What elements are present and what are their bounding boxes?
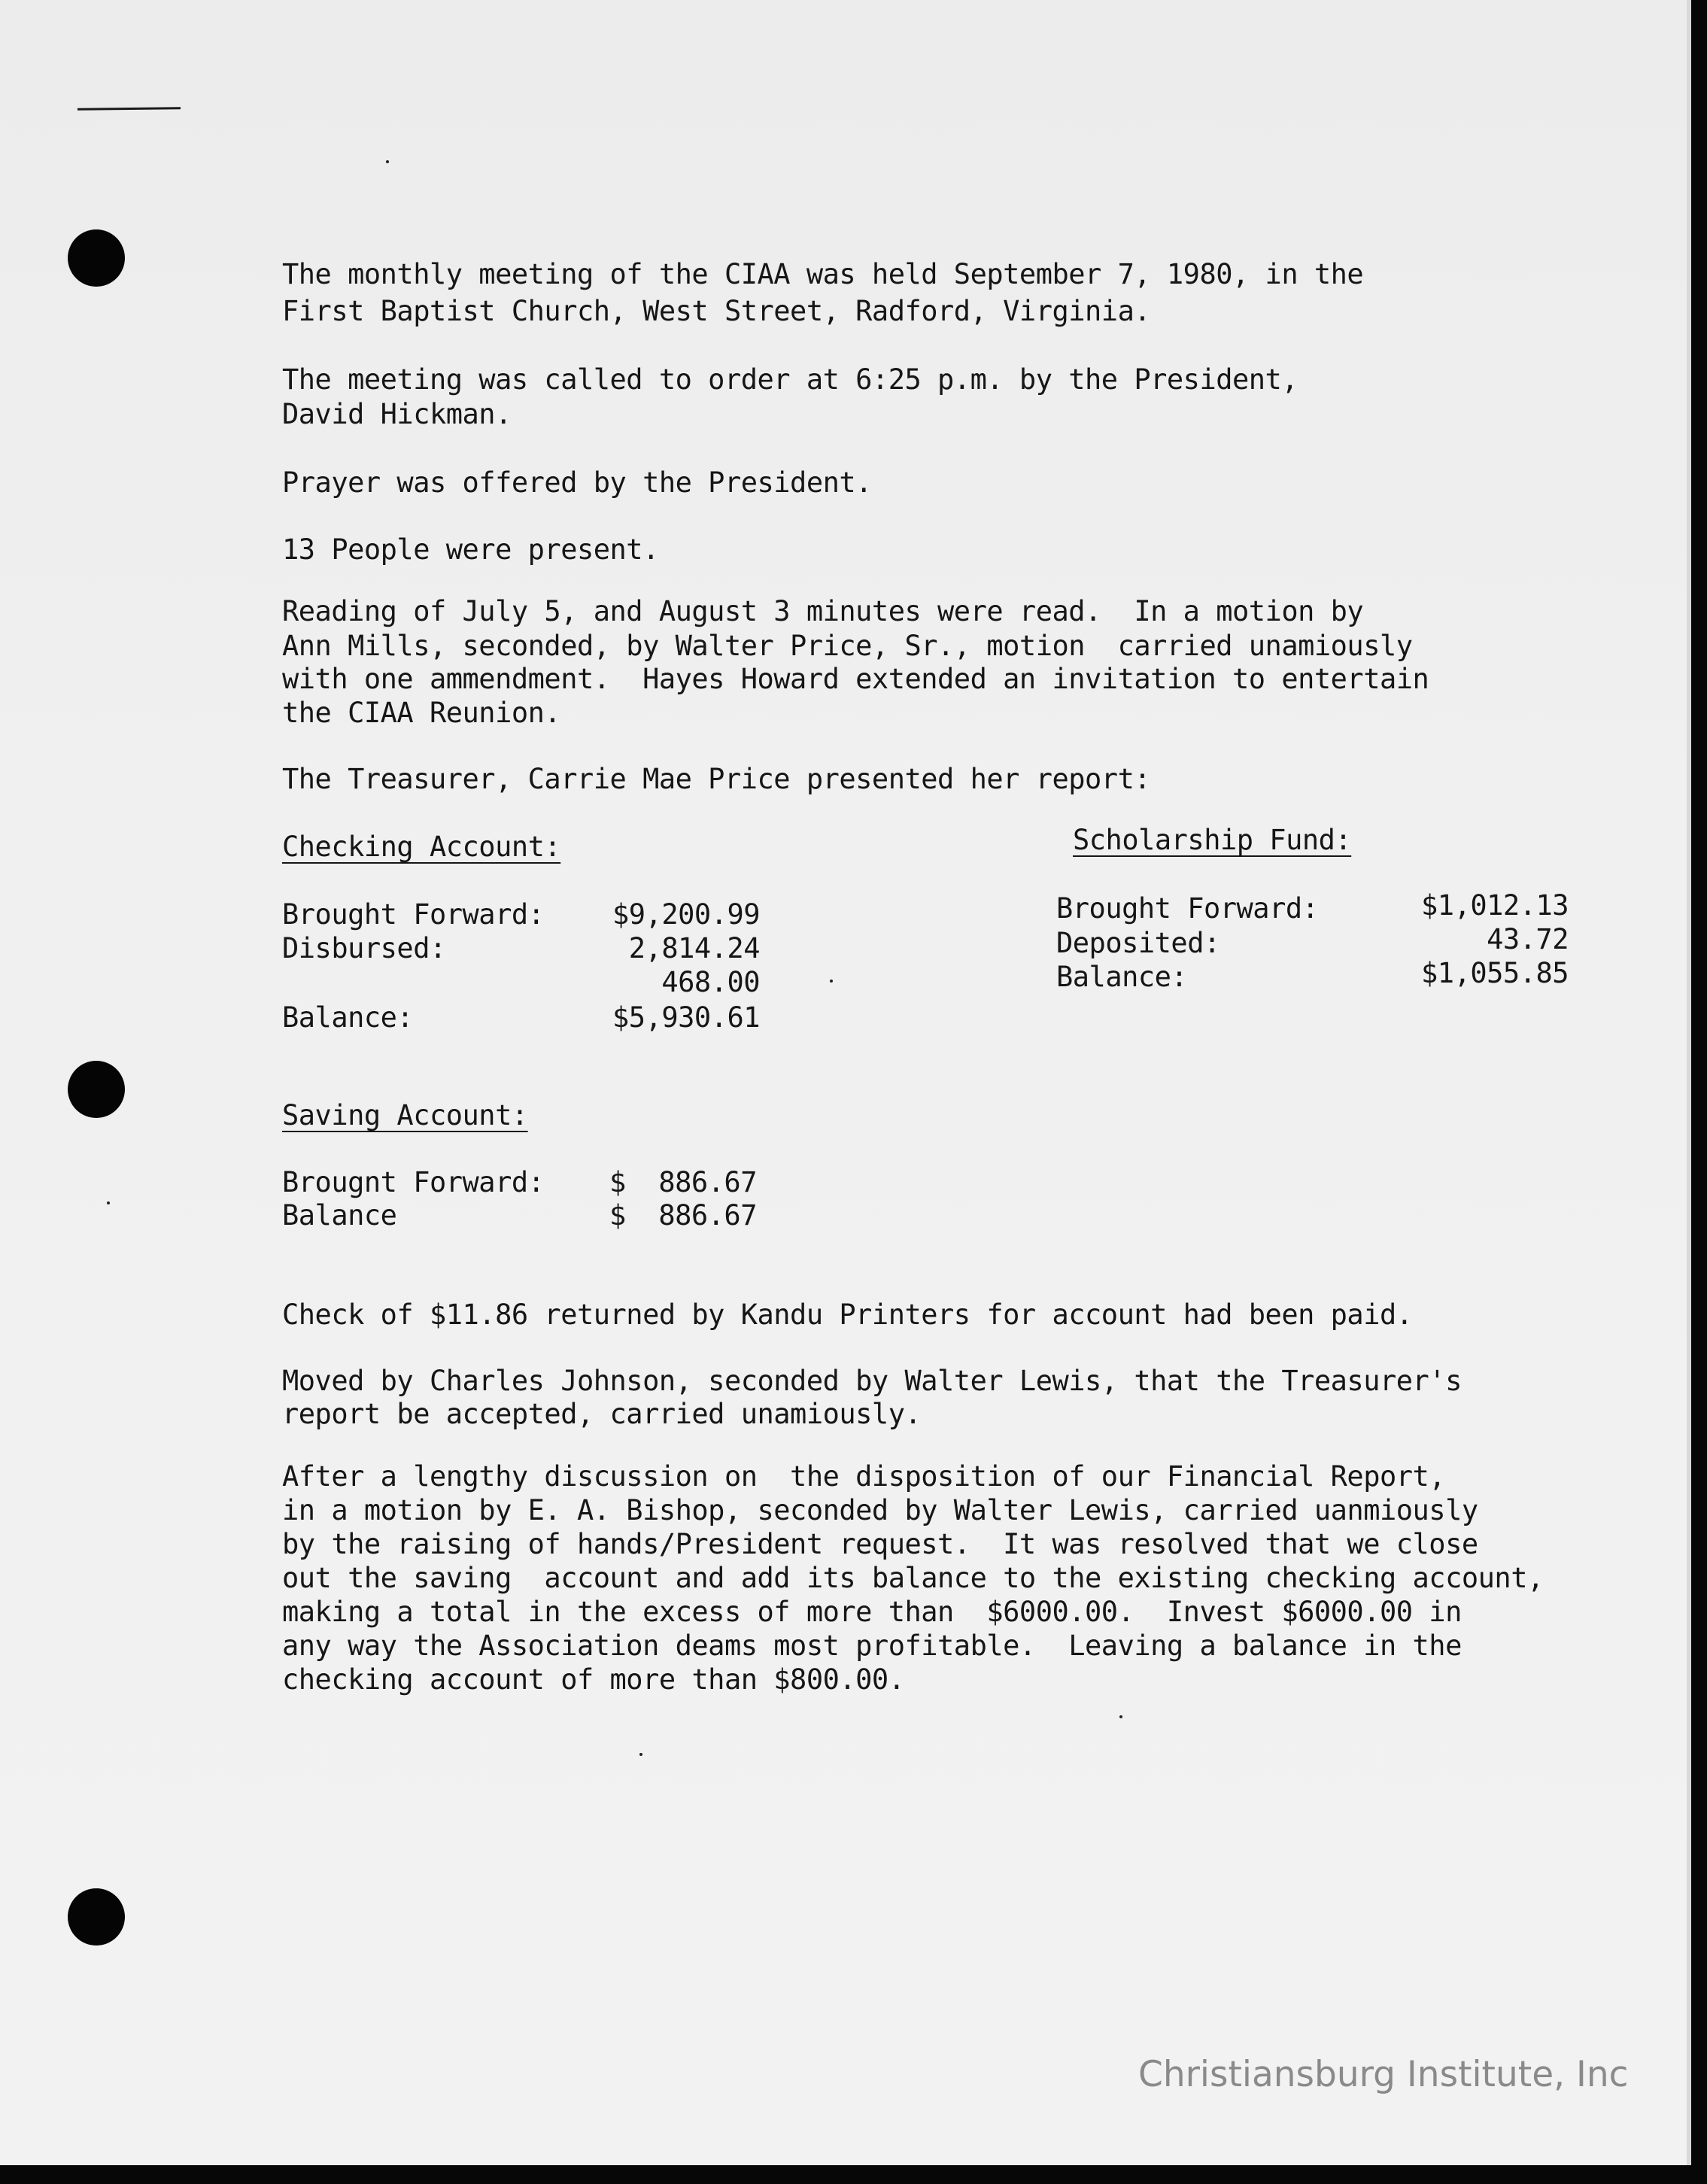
scholarship-deposited-value: 43.72 — [1487, 923, 1569, 955]
scholarship-deposited-label: Deposited: — [1056, 927, 1220, 959]
minutes-line: Prayer was offered by the President. — [282, 466, 872, 499]
ink-speck — [386, 160, 389, 163]
minutes-line: 13 People were present. — [282, 533, 659, 566]
saving-brought-forward-value: $ 886.67 — [609, 1166, 757, 1198]
minutes-line: David Hickman. — [282, 398, 512, 430]
checking-disbursed-label: Disbursed: — [282, 932, 446, 964]
punch-hole-bottom — [68, 1888, 125, 1946]
minutes-line: After a lengthy discussion on the disposition of our Financial Report, — [282, 1460, 1446, 1493]
checking-disbursed-value: 2,814.24 — [628, 932, 760, 964]
minutes-line: by the raising of hands/President request. It was resolved that we close — [282, 1528, 1478, 1560]
checking-balance-label: Balance: — [282, 1001, 414, 1034]
minutes-line: out the saving account and add its balance to the existing checking account, — [282, 1562, 1544, 1594]
punch-hole-top — [68, 229, 125, 287]
checking-brought-forward-value: $9,200.99 — [612, 898, 760, 931]
saving-brought-forward-label: Brougnt Forward: — [282, 1166, 545, 1198]
minutes-line: any way the Association deams most profitable. Leaving a balance in the — [282, 1630, 1462, 1662]
ink-speck — [1119, 1715, 1122, 1718]
minutes-line: in a motion by E. A. Bishop, seconded by Walter Lewis, carried uanmiously — [282, 1494, 1478, 1526]
minutes-line: making a total in the excess of more than $6000.00. Invest $6000.00 in — [282, 1596, 1462, 1628]
minutes-line: the CIAA Reunion. — [282, 697, 561, 729]
minutes-line: The Treasurer, Carrie Mae Price presented her report: — [282, 763, 1151, 795]
minutes-line: The meeting was called to order at 6:25 p.m. by the President, — [282, 363, 1298, 396]
watermark: Christiansburg Institute, Inc — [1138, 2054, 1629, 2095]
minutes-line: The monthly meeting of the CIAA was held September 7, 1980, in the — [282, 258, 1364, 290]
minutes-line: with one ammendment. Hayes Howard extended an invitation to entertain — [282, 663, 1429, 695]
scholarship-brought-forward-value: $1,012.13 — [1421, 889, 1569, 922]
scholarship-fund-heading: Scholarship Fund: — [1073, 824, 1352, 856]
checking-brought-forward-label: Brought Forward: — [282, 898, 545, 931]
punch-hole-middle — [68, 1061, 125, 1118]
minutes-line: Reading of July 5, and August 3 minutes were read. In a motion by — [282, 595, 1364, 627]
ink-speck — [830, 980, 833, 983]
saving-account-heading: Saving Account: — [282, 1099, 528, 1131]
minutes-line: Check of $11.86 returned by Kandu Printers for account had been paid. — [282, 1299, 1413, 1331]
minutes-line: checking account of more than $800.00. — [282, 1663, 905, 1696]
saving-balance-value: $ 886.67 — [609, 1199, 757, 1232]
minutes-line: report be accepted, carried unamiously. — [282, 1398, 922, 1430]
scholarship-brought-forward-label: Brought Forward: — [1056, 892, 1319, 925]
ink-speck — [107, 1201, 110, 1204]
minutes-line: First Baptist Church, West Street, Radford, Virginia. — [282, 295, 1151, 327]
checking-balance-value: $5,930.61 — [612, 1001, 760, 1034]
scholarship-balance-value: $1,055.85 — [1421, 957, 1569, 989]
minutes-line: Moved by Charles Johnson, seconded by Walter Lewis, that the Treasurer's — [282, 1365, 1462, 1397]
saving-balance-label: Balance — [282, 1199, 397, 1232]
checking-disbursed-value: 468.00 — [661, 966, 760, 998]
checking-account-heading: Checking Account: — [282, 831, 561, 863]
minutes-line: Ann Mills, seconded, by Walter Price, Sr., motion carried unamiously — [282, 630, 1413, 662]
pen-mark — [77, 107, 181, 110]
scholarship-balance-label: Balance: — [1056, 961, 1188, 993]
ink-speck — [639, 1753, 642, 1756]
